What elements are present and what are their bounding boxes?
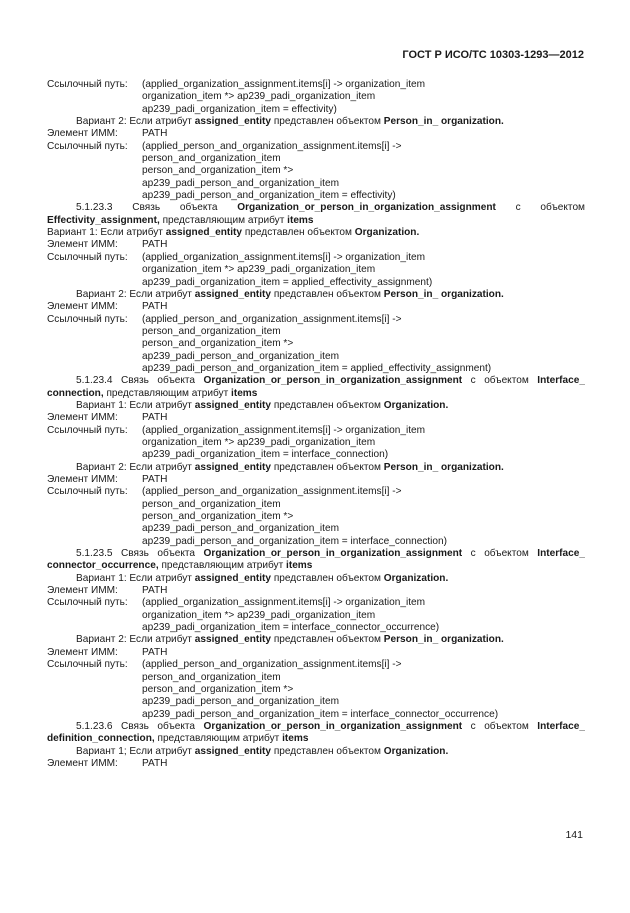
text-line: organization_item *> ap239_padi_organization_item [142,436,376,448]
variant-line: Вариант 1; Если атрибут assigned_entity представлен объектом Organization. [76,745,449,757]
text-line: person_and_organization_item *> [142,511,294,523]
text-line: ap239_padi_person_and_organization_item = interface_connector_occurrence) [142,708,499,720]
text-line: person_and_organization_item [142,498,281,510]
text-line: Элемент ИММ: PATH [47,757,168,769]
section-heading: 5.1.23.4 Связь объекта Organization_or_person_in_organization_assignment с объектом Interface_ [76,375,585,387]
text-line: person_and_organization_item *> [142,338,294,350]
text-line: ap239_padi_person_and_organization_item [142,177,339,189]
text-line: ap239_padi_organization_item = interface_connector_occurrence) [142,622,440,634]
variant-line: Вариант 2: Если атрибут assigned_entity представлен объектом Person_in_ organization. [76,116,504,128]
text-line: organization_item *> ap239_padi_organization_item [142,91,376,103]
variant-line: Вариант 2: Если атрибут assigned_entity представлен объектом Person_in_ organization. [76,288,504,300]
text-line: Элемент ИММ: PATH [47,128,168,140]
text-line: ap239_padi_person_and_organization_item [142,523,339,535]
text-line: Ссылочный путь: (applied_organization_assignment.items[i] -> organization_item [47,597,426,609]
page-header: ГОСТ Р ИСО/ТС 10303-1293—2012 [402,49,584,61]
variant-line: Вариант 1: Если атрибут assigned_entity представлен объектом Organization. [47,227,420,239]
text-line: ap239_padi_person_and_organization_item [142,350,339,362]
text-line: Ссылочный путь: (applied_person_and_organization_assignment.items[i] -> [47,140,402,152]
text-line: ap239_padi_person_and_organization_item = applied_effectivity_assignment) [142,362,492,374]
text-line: Ссылочный путь: (applied_person_and_organization_assignment.items[i] -> [47,486,402,498]
variant-line: Вариант 2: Если атрибут assigned_entity представлен объектом Person_in_ organization. [76,461,504,473]
text-line: Элемент ИММ: PATH [47,239,168,251]
text-line: Элемент ИММ: PATH [47,646,168,658]
section-heading-cont: connection, представляющим атрибут items [47,387,258,399]
text-line: Элемент ИММ: PATH [47,474,168,485]
section-heading: 5.1.23.6 Связь объекта Organization_or_person_in_organization_assignment с объектом Interface_ [76,720,585,732]
text-line: Ссылочный путь: (applied_organization_assignment.items[i] -> organization_item [47,251,426,263]
section-heading: 5.1.23.3 Связь объекта Organization_or_person_in_organization_assignment с объектом [76,202,585,214]
page-number: 141 [565,829,583,841]
section-heading-cont: definition_connection, представляющим атрибут items [47,733,309,745]
variant-line: Вариант 1: Если атрибут assigned_entity представлен объектом Organization. [76,399,449,411]
text-line: Ссылочный путь: (applied_organization_assignment.items[i] -> organization_item [47,79,426,90]
section-heading-cont: connector_occurrence, представляющим атрибут items [47,560,313,572]
text-line: person_and_organization_item [142,325,281,337]
text-line: Элемент ИММ: PATH [47,585,168,597]
text-line: Ссылочный путь: (applied_person_and_organization_assignment.items[i] -> [47,659,402,671]
variant-line: Вариант 1: Если атрибут assigned_entity представлен объектом Organization. [76,572,449,584]
text-line: ap239_padi_person_and_organization_item [142,696,339,708]
section-heading: 5.1.23.5 Связь объекта Organization_or_person_in_organization_assignment с объектом Interface_ [76,548,585,560]
text-line: person_and_organization_item [142,153,281,165]
text-line: ap239_padi_organization_item = interface_connection) [142,449,389,461]
text-line: person_and_organization_item *> [142,165,294,177]
text-line: organization_item *> ap239_padi_organization_item [142,609,376,621]
text-line: Ссылочный путь: (applied_organization_assignment.items[i] -> organization_item [47,424,426,436]
text-line: Элемент ИММ: PATH [47,412,168,424]
text-line: ap239_padi_organization_item = effectivity) [142,103,337,115]
text-line: ap239_padi_person_and_organization_item = effectivity) [142,190,396,202]
text-line: Ссылочный путь: (applied_person_and_organization_assignment.items[i] -> [47,313,402,325]
section-heading-cont: Effectivity_assignment, представляющим атрибут items [47,214,314,226]
text-line: ap239_padi_organization_item = applied_effectivity_assignment) [142,276,433,288]
text-line: person_and_organization_item [142,671,281,683]
text-line: ap239_padi_person_and_organization_item = interface_connection) [142,535,448,547]
variant-line: Вариант 2: Если атрибут assigned_entity представлен объектом Person_in_ organization. [76,634,504,646]
text-line: person_and_organization_item *> [142,683,294,695]
text-line: organization_item *> ap239_padi_organization_item [142,264,376,276]
document-body [47,79,585,770]
text-line: Элемент ИММ: PATH [47,301,168,313]
